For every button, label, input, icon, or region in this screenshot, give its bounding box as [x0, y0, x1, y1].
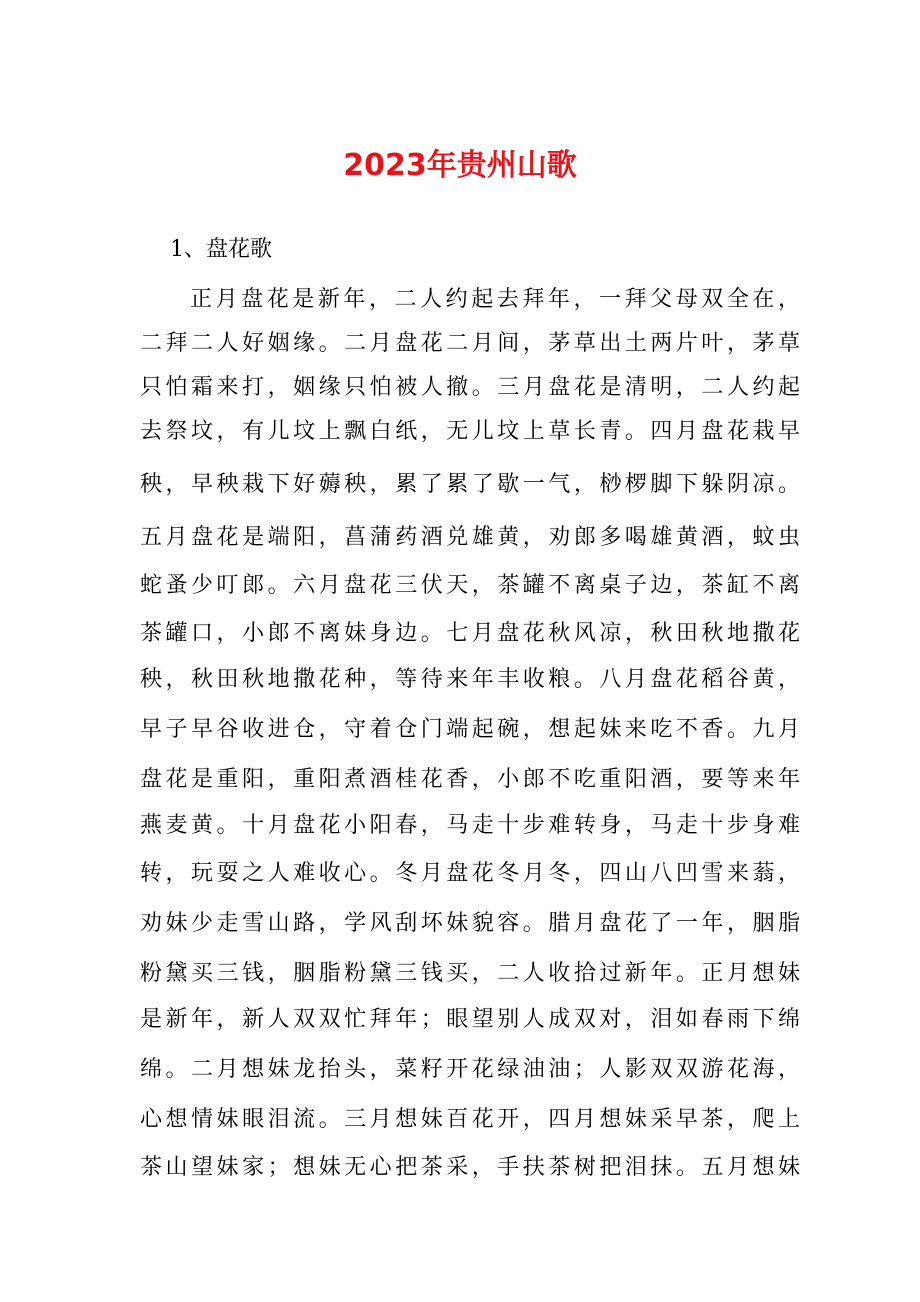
paragraph-line: 秧，早秧栽下好薅秧，累了累了歇一气，桫椤脚下躲阴凉。: [140, 472, 800, 497]
paragraph-line: 只怕霜来打，姻缘只怕被人撤。三月盘花是清明，二人约起: [140, 375, 800, 400]
paragraph-line: 茶罐口，小郎不离妹身边。七月盘花秋风凉，秋田秋地撒花: [140, 621, 800, 646]
paragraph-line: 燕麦黄。十月盘花小阳春，马走十步难转身，马走十步身难: [140, 813, 800, 838]
paragraph-line: 去祭坟，有儿坟上飘白纸，无儿坟上草长青。四月盘花栽早: [140, 419, 800, 444]
section-heading: 1、盘花歌: [170, 237, 272, 262]
paragraph-line: 劝妹少走雪山路，学风刮坏妹貌容。腊月盘花了一年，胭脂: [140, 911, 800, 936]
paragraph-line: 早子早谷收进仓，守着仓门端起碗，想起妹来吃不香。九月: [140, 717, 800, 742]
paragraph-line: 转，玩耍之人难收心。冬月盘花冬月冬，四山八凹雪来蓊，: [140, 861, 800, 886]
paragraph-line: 绵。二月想妹龙抬头，菜籽开花绿油油；人影双双游花海，: [140, 1057, 800, 1082]
paragraph-line: 是新年，新人双双忙拜年；眼望别人成双对，泪如春雨下绵: [140, 1007, 800, 1032]
paragraph-line: 粉黛买三钱，胭脂粉黛三钱买，二人收拾过新年。正月想妹: [140, 961, 800, 986]
paragraph-line: 蛇蚤少叮郎。六月盘花三伏天，茶罐不离桌子边，茶缸不离: [140, 573, 800, 598]
paragraph-line: 正月盘花是新年，二人约起去拜年，一拜父母双全在，: [190, 287, 800, 312]
paragraph-line: 五月盘花是端阳，菖蒲药酒兑雄黄，劝郎多喝雄黄酒，蚊虫: [140, 525, 800, 550]
paragraph-line: 二拜二人好姻缘。二月盘花二月间，茅草出土两片叶，茅草: [140, 331, 800, 356]
paragraph-line: 秧，秋田秋地撒花种，等待来年丰收粮。八月盘花稻谷黄，: [140, 667, 800, 692]
paragraph-line: 盘花是重阳，重阳煮酒桂花香，小郎不吃重阳酒，要等来年: [140, 767, 800, 792]
paragraph-line: 茶山望妹家；想妹无心把茶采，手扶茶树把泪抹。五月想妹: [140, 1155, 800, 1180]
paragraph-line: 心想情妹眼泪流。三月想妹百花开，四月想妹采早茶，爬上: [140, 1107, 800, 1132]
document-title: 2023年贵州山歌: [343, 148, 577, 183]
